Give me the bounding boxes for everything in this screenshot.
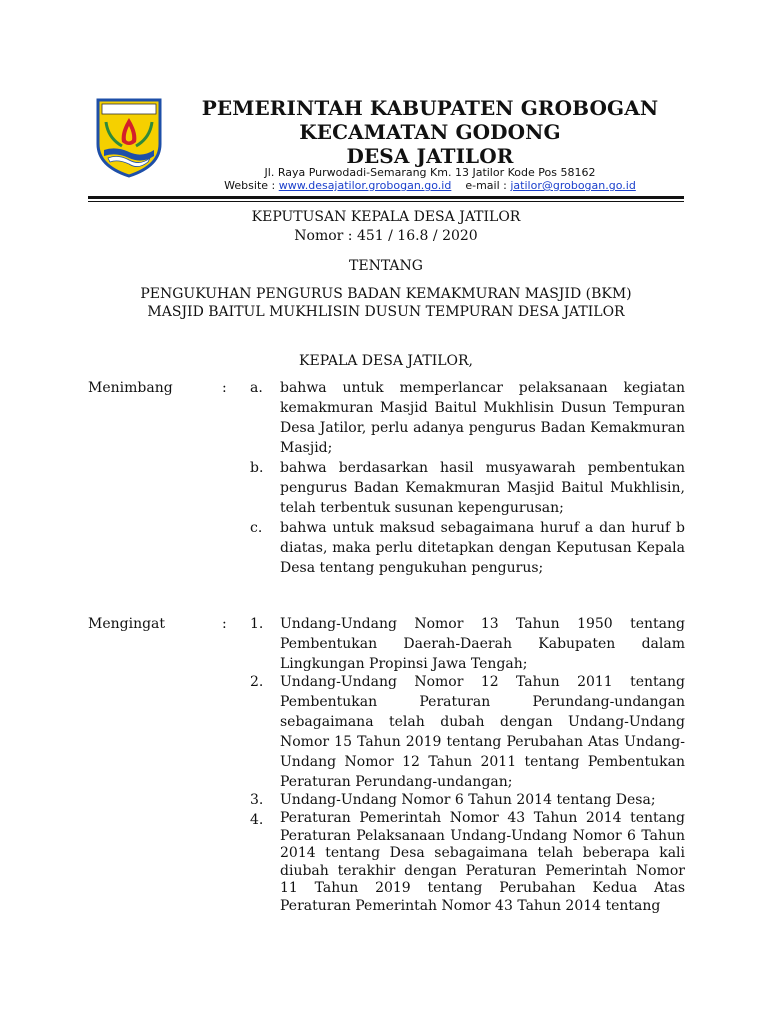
decree-title: KEPUTUSAN KEPALA DESA JATILOR [251,209,521,225]
decree-subject-line-1: PENGUKUHAN PENGURUS BADAN KEMAKMURAN MASJID (BKM) [140,286,632,302]
grobogan-regency-logo [92,92,166,178]
decree-number: Nomor : 451 / 16.8 / 2020 [294,228,478,244]
letterhead-divider-thick [88,196,684,199]
website-link[interactable]: www.desajatilor.grobogan.go.id [278,179,452,192]
menimbang-colon: : [222,380,227,396]
menimbang-item-mark: c. [250,520,263,536]
letterhead-address: Jl. Raya Purwodadi-Semarang Km. 13 Jatilor Kode Pos 58162 [264,166,596,179]
mengingat-item-mark: 3. [250,792,264,808]
menimbang-item-text: bahwa untuk memperlancar pelaksanaan kegiatan kemakmuran Masjid Baitul Mukhlisin Dusun Tempuran Desa Jatilor, perlu adanya pengurus Badan Kemakmuran Masjid; [280,380,685,456]
mengingat-colon: : [222,616,227,632]
letterhead-line-3: DESA JATILOR [346,144,514,168]
menimbang-item-mark: a. [250,380,263,396]
email-label: e-mail : [465,179,511,192]
letterhead-divider-thin [88,201,684,202]
menimbang-item-mark: b. [250,460,264,476]
mengingat-item-text: Undang-Undang Nomor 6 Tahun 2014 tentang Desa; [280,792,656,808]
letterhead-line-2: KECAMATAN GODONG [299,120,561,144]
mengingat-item-mark: 1. [250,616,264,632]
mengingat-item-text: Undang-Undang Nomor 13 Tahun 1950 tentang Pembentukan Daerah-Daerah Kabupaten dalam Lingkungan Propinsi Jawa Tengah; [280,616,685,672]
mengingat-item-mark: 4. [250,812,264,828]
website-label: Website : [224,179,279,192]
letterhead-line-1: PEMERINTAH KABUPATEN GROBOGAN [201,96,659,120]
mengingat-item-text: Peraturan Pemerintah Nomor 43 Tahun 2014 tentang Peraturan Pelaksanaan Undang-Undang Nomor 6 Tahun 2014 tentang Desa sebagaimana telah beberapa kali diubah terakhir dengan Peraturan Pemerintah Nomor 11 Tahun 2019 tentang Perubahan Kedua Atas Peraturan Pemerintah Nomor 43 Tahun 2014 tentang [280,810,685,914]
mengingat-label: Mengingat [88,616,166,632]
decree-tentang: TENTANG [349,258,423,274]
menimbang-item-text: bahwa untuk maksud sebagaimana huruf a dan huruf b diatas, maka perlu ditetapkan dengan Keputusan Kepala Desa tentang pengukuhan pengurus; [280,520,685,576]
email-link[interactable]: jatilor@grobogan.go.id [510,179,636,192]
mengingat-item-text: Undang-Undang Nomor 12 Tahun 2011 tentang Pembentukan Peraturan Perundang-undangan sebagaimana telah dubah dengan Undang-Undang Nomor 15 Tahun 2019 tentang Perubahan Atas Undang-Undang Nomor 12 Tahun 2011 tentang Pembentukan Peraturan Perundang-undangan; [280,674,685,790]
mengingat-item-mark: 2. [250,674,264,690]
menimbang-item-text: bahwa berdasarkan hasil musyawarah pembentukan pengurus Badan Kemakmuran Masjid Baitul Mukhlisin, telah terbentuk susunan kepengurusan; [280,460,685,516]
decree-issuer: KEPALA DESA JATILOR, [299,353,473,369]
letterhead-contact [180,179,680,192]
decree-subject-line-2: MASJID BAITUL MUKHLISIN DUSUN TEMPURAN DESA JATILOR [147,304,625,320]
menimbang-label: Menimbang [88,380,173,396]
